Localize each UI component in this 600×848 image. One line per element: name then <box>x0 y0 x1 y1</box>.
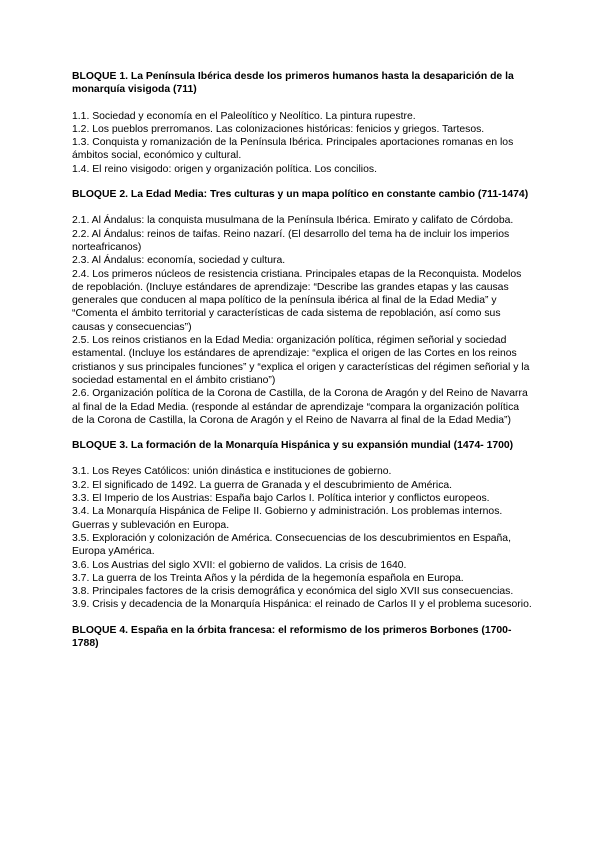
list-item: 2.5. Los reinos cristianos en la Edad Media: organización política, régimen señorial y sociedad estamental. (Incluye los estándares de aprendizaje: “explica el origen de las Cortes en los reinos cristianos y sus principales funciones” y “explica el origen y características del régimen señorial y la sociedad estamental en el ámbito cristiano”) <box>72 335 530 386</box>
list-item: 1.2. Los pueblos prerromanos. Las colonizaciones históricas: fenicios y griegos. Tartesos. <box>72 123 485 135</box>
list-item: 3.5. Exploración y colonización de América. Consecuencias de los descubrimientos en España, Europa yAmérica. <box>72 532 511 558</box>
list-item: 2.4. Los primeros núcleos de resistencia cristiana. Principales etapas de la Reconquista. Modelos de repoblación. (Incluye estándares de aprendizaje: “Describe las grandes etapas y las causas generales que conducen al mapa político de la península ibérica al final de la Edad Media” y “Comenta el ámbito territorial y características de cada sistema de repoblación, así como sus causas y consecuencias”) <box>72 268 522 333</box>
block-3 <box>72 439 532 612</box>
list-item: 1.4. El reino visigodo: origen y organización política. Los concilios. <box>72 163 377 175</box>
list-item: 2.6. Organización política de la Corona de Castilla, de la Corona de Aragón y del Reino de Navarra al final de la Edad Media. (responde al estándar de aprendizaje “compara la organización política de la Corona de Castilla, la Corona de Aragón y el Reino de Navarra al final de la Edad Media”) <box>72 388 528 426</box>
list-item: 3.4. La Monarquía Hispánica de Felipe II. Gobierno y administración. Los problemas internos. Guerras y sublevación en Europa. <box>72 506 503 531</box>
block-title: BLOQUE 4. España en la órbita francesa: el reformismo de los primeros Borbones (1700-1788) <box>72 624 512 649</box>
block-title: BLOQUE 2. La Edad Media: Tres culturas y un mapa político en constante cambio (711-1474) <box>72 189 529 201</box>
list-item: 3.8. Principales factores de la crisis demográfica y económica del siglo XVII sus consecuencias. <box>72 586 514 598</box>
list-item: 3.6. Los Austrias del siglo XVII: el gobierno de validos. La crisis de 1640. <box>72 559 407 571</box>
list-item: 3.7. La guerra de los Treinta Años y la pérdida de la hegemonía española en Europa. <box>72 572 464 584</box>
block-1 <box>72 70 532 176</box>
block-4 <box>72 624 532 651</box>
list-item: 3.1. Los Reyes Católicos: unión dinástica e instituciones de gobierno. <box>72 466 392 478</box>
list-item: 3.3. El Imperio de los Austrias: España bajo Carlos I. Política interior y conflictos europeos. <box>72 493 490 505</box>
block-title: BLOQUE 3. La formación de la Monarquía Hispánica y su expansión mundial (1474- 1700) <box>72 440 514 452</box>
list-item: 2.2. Al Ándalus: reinos de taifas. Reino nazarí. (El desarrollo del tema ha de incluir los imperios norteafricanos) <box>72 228 510 253</box>
document-page <box>72 70 532 663</box>
list-item: 1.3. Conquista y romanización de la Península Ibérica. Principales aportaciones romanas en los ámbitos social, económico y cultural. <box>72 137 514 162</box>
list-item: 3.9. Crisis y decadencia de la Monarquía Hispánica: el reinado de Carlos II y el problema sucesorio. <box>72 599 532 611</box>
list-item: 2.1. Al Ándalus: la conquista musulmana de la Península Ibérica. Emirato y califato de Córdoba. <box>72 215 514 227</box>
block-2 <box>72 188 532 427</box>
list-item: 1.1. Sociedad y economía en el Paleolítico y Neolítico. La pintura rupestre. <box>72 110 416 122</box>
list-item: 3.2. El significado de 1492. La guerra de Granada y el descubrimiento de América. <box>72 479 453 491</box>
list-item: 2.3. Al Ándalus: economía, sociedad y cultura. <box>72 255 286 267</box>
block-title: BLOQUE 1. La Península Ibérica desde los primeros humanos hasta la desaparición de la monarquía visigoda (711) <box>72 71 514 96</box>
